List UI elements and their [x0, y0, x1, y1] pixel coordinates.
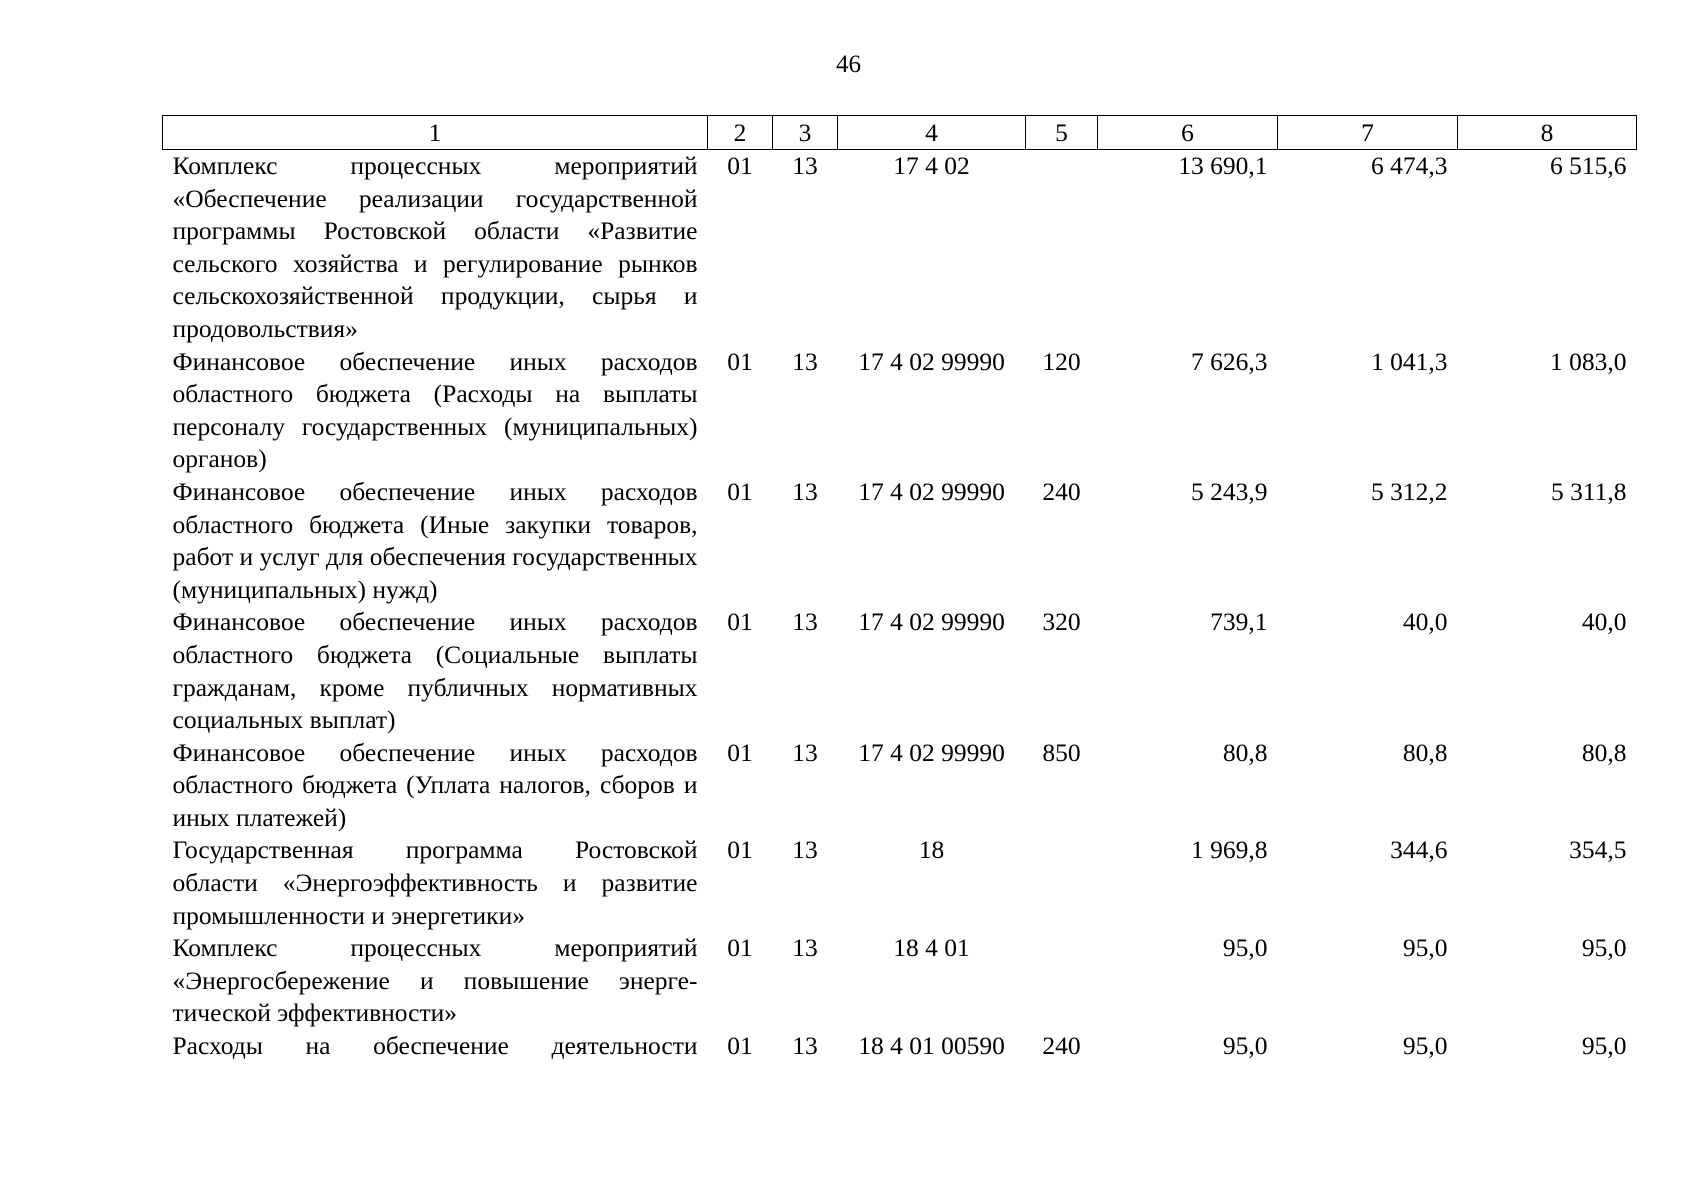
row-expense-type — [1026, 834, 1098, 932]
table-row — [163, 346, 1637, 476]
row-section-code: 01 — [727, 933, 753, 963]
row-value-8: 80,8 — [1581, 737, 1627, 767]
row-value-6: 739,1 — [1210, 607, 1268, 637]
row-subsection-code: 13 — [792, 933, 818, 963]
header-row — [163, 116, 1637, 150]
header-col-1: 1 — [163, 116, 708, 150]
row-expense-type — [1026, 150, 1098, 346]
table-row — [163, 834, 1637, 932]
row-value-7: 5 312,2 — [1371, 476, 1448, 506]
row-expense-type: 320 — [1042, 607, 1081, 637]
row-value-8: 5 311,8 — [1550, 476, 1627, 506]
row-value-8: 95,0 — [1581, 933, 1627, 963]
row-target-article: 17 4 02 99990 — [858, 737, 1005, 767]
row-value-7: 6 474,3 — [1371, 151, 1448, 180]
row-value-6: 1 969,8 — [1191, 835, 1268, 865]
table-row — [163, 150, 1637, 346]
row-value-8: 95,0 — [1581, 1031, 1627, 1061]
row-subsection-code: 13 — [792, 607, 818, 637]
row-name: Государственная программа Ростовской области «Энергоэффективность и развитие промышленности и энергетики» — [172, 835, 698, 930]
row-name: Расходы на обеспечение деятельности — [172, 1031, 698, 1061]
row-name: Финансовое обеспечение иных расходов областного бюджета (Уплата налогов, сборов и иных платежей) — [172, 737, 698, 832]
row-expense-type: 240 — [1042, 476, 1081, 506]
row-expense-type: 240 — [1042, 1031, 1081, 1061]
row-value-8: 1 083,0 — [1550, 346, 1627, 376]
row-value-8: 6 515,6 — [1550, 151, 1627, 180]
header-col-2: 2 — [708, 116, 773, 150]
row-section-code: 01 — [727, 151, 753, 180]
row-value-6: 7 626,3 — [1191, 346, 1268, 376]
row-target-article: 17 4 02 99990 — [858, 607, 1005, 637]
header-col-5: 5 — [1026, 116, 1098, 150]
row-target-article: 17 4 02 99990 — [858, 346, 1005, 376]
row-section-code: 01 — [727, 1031, 753, 1061]
row-value-7: 344,6 — [1390, 835, 1448, 865]
row-expense-type: 850 — [1042, 737, 1081, 767]
row-expense-type: 120 — [1042, 346, 1081, 376]
row-section-code: 01 — [727, 476, 753, 506]
row-target-article: 18 — [918, 835, 945, 865]
row-value-8: 354,5 — [1569, 835, 1627, 865]
table-body — [163, 150, 1637, 1063]
row-value-8: 40,0 — [1581, 607, 1627, 637]
row-target-article: 18 4 01 — [893, 933, 970, 963]
row-value-7: 1 041,3 — [1371, 346, 1448, 376]
page-number: 46 — [836, 51, 861, 78]
row-section-code: 01 — [727, 346, 753, 376]
header-col-3: 3 — [773, 116, 838, 150]
row-target-article: 17 4 02 — [893, 151, 970, 180]
row-subsection-code: 13 — [792, 151, 818, 180]
row-expense-type — [1026, 932, 1098, 1030]
row-subsection-code: 13 — [792, 476, 818, 506]
header-col-6: 6 — [1098, 116, 1278, 150]
row-name: Комплекс процессных мероприятий «Обеспечение реализации государственной программы Ростовской области «Развитие сельского хозяйства и регулирование рынков сельскохозяйственной продукции, сырья и продовольствия» — [172, 151, 698, 343]
row-subsection-code: 13 — [792, 737, 818, 767]
row-section-code: 01 — [727, 835, 753, 865]
row-subsection-code: 13 — [792, 346, 818, 376]
row-value-7: 95,0 — [1402, 1031, 1448, 1061]
row-value-6: 13 690,1 — [1178, 151, 1268, 180]
row-section-code: 01 — [727, 607, 753, 637]
header-col-8: 8 — [1458, 116, 1637, 150]
row-value-6: 95,0 — [1222, 933, 1268, 963]
row-value-6: 80,8 — [1222, 737, 1268, 767]
table-row — [163, 606, 1637, 736]
table-row — [163, 932, 1637, 1030]
row-value-7: 40,0 — [1402, 607, 1448, 637]
table-row — [163, 1030, 1637, 1063]
row-name: Финансовое обеспечение иных расходов областного бюджета (Расходы на выплаты персоналу государственных (муниципальных) органов) — [172, 346, 698, 474]
row-name: Финансовое обеспечение иных расходов областного бюджета (Иные закупки товаров, работ и услуг для обеспечения государственных (муниципальных) нужд) — [172, 476, 698, 604]
table-header — [163, 116, 1637, 150]
table-row — [163, 476, 1637, 606]
row-value-7: 80,8 — [1402, 737, 1448, 767]
header-col-4: 4 — [838, 116, 1026, 150]
table-row — [163, 737, 1637, 835]
row-target-article: 18 4 01 00590 — [858, 1031, 1005, 1061]
row-section-code: 01 — [727, 737, 753, 767]
row-subsection-code: 13 — [792, 1031, 818, 1061]
row-target-article: 17 4 02 99990 — [858, 476, 1005, 506]
header-col-7: 7 — [1278, 116, 1458, 150]
row-value-6: 5 243,9 — [1191, 476, 1268, 506]
row-value-7: 95,0 — [1402, 933, 1448, 963]
row-value-6: 95,0 — [1222, 1031, 1268, 1061]
budget-table — [162, 115, 1637, 1063]
row-name: Финансовое обеспечение иных расходов областного бюджета (Социальные выплаты гражданам, кроме публичных нормативных социальных выплат) — [172, 607, 698, 735]
row-name: Комплекс процессных мероприятий «Энергосбережение и повышение энергетической эффективности» — [172, 933, 698, 1028]
row-subsection-code: 13 — [792, 835, 818, 865]
